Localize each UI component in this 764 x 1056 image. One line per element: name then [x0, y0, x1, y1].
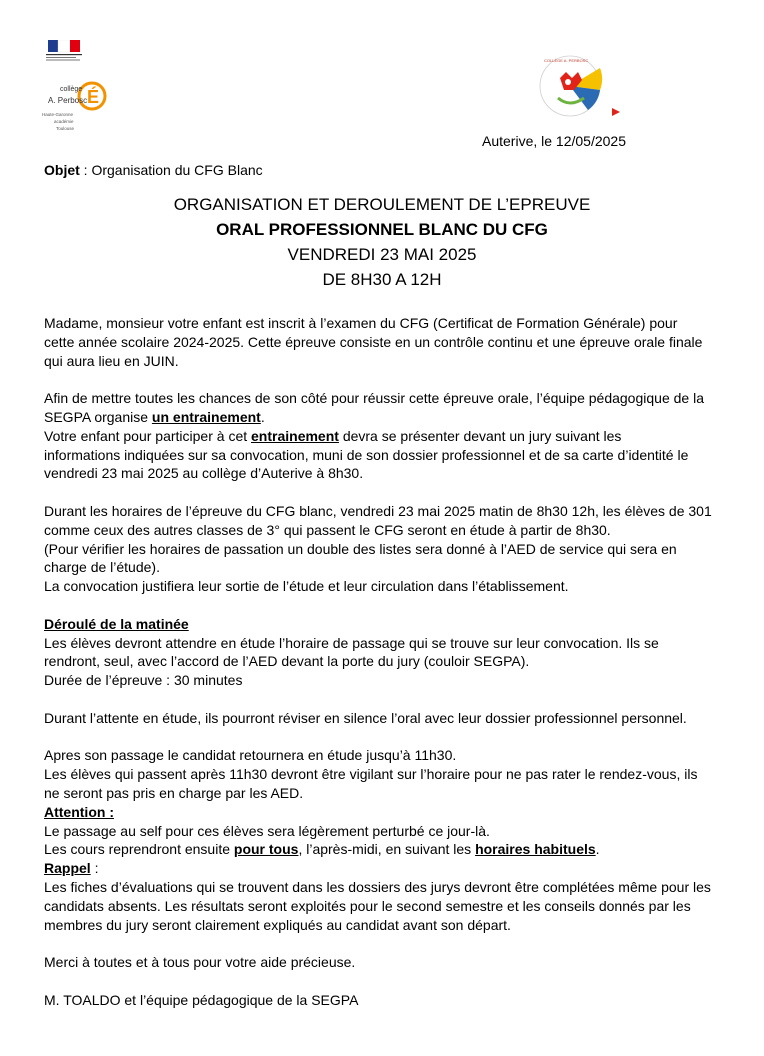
svg-text:COLLÈGE A. PERBOSC: COLLÈGE A. PERBOSC — [544, 58, 589, 63]
body-text-span: , l’après-midi, en suivant les — [298, 841, 476, 858]
body-line: Durée de l’épreuve : 30 minutes — [44, 672, 243, 689]
body-line: rendront, seul, avec l’accord de l’AED devant la porte du jury (couloir SEGPA). — [44, 653, 530, 670]
body-line: cette année scolaire 2024-2025. Cette épreuve consiste en un contrôle continu et une épreuve orale finale — [44, 333, 703, 350]
subject-text: Organisation du CFG Blanc — [91, 162, 263, 178]
subject-label: Objet — [44, 162, 80, 178]
body-line — [44, 427, 734, 446]
body-line: ne seront pas pris en charge par les AED. — [44, 784, 304, 801]
body-line: Le passage au self pour ces élèves sera légèrement perturbé ce jour-là. — [44, 822, 490, 839]
body-line: membres du jury seront clairement expliqués au candidat avant son départ. — [44, 916, 511, 933]
college-auterive-seal-logo — [530, 50, 626, 124]
letter-subject — [44, 162, 263, 178]
body-line: (Pour vérifier les horaires de passation un double des listes sera donné à l’AED de service qui sera en — [44, 540, 677, 557]
body-line: vendredi 23 mai 2025 au collège d’Auterive à 8h30. — [44, 465, 364, 482]
body-line: La convocation justifiera leur sortie de l’étude et leur circulation dans l’établissement. — [44, 578, 569, 595]
letter-date: Auterive, le 12/05/2025 — [482, 133, 626, 149]
body-line — [44, 408, 734, 427]
body-line: Les fiches d’évaluations qui se trouvent dans les dossiers des jurys devront être complétées même pour les — [44, 878, 711, 895]
section-heading-deroule: Déroulé de la matinée — [44, 615, 189, 632]
body-line: qui aura lieu en JUIN. — [44, 352, 179, 369]
emphasis-entrainement-2: entrainement — [251, 427, 339, 444]
emphasis-pour-tous: pour tous — [233, 841, 299, 858]
body-line — [44, 840, 734, 859]
body-line: informations indiquées sur sa convocation, muni de son dossier professionnel et de sa carte d’identité le — [44, 446, 689, 463]
section-heading-rappel-line — [44, 859, 734, 878]
body-line: charge de l’étude). — [44, 559, 160, 576]
college-logo-line1: collège — [60, 86, 83, 93]
body-line: Afin de mettre toutes les chances de son côté pour réussir cette épreuve orale, l’équipe pédagogique de la — [44, 390, 704, 407]
body-line: comme ceux des autres classes de 3° qui passent le CFG seront en étude à partir de 8h30. — [44, 521, 611, 538]
subject-separator: : — [79, 162, 92, 178]
body-text-span: Votre enfant pour participer à cet — [44, 427, 252, 444]
body-line: Apres son passage le candidat retournera en étude jusqu’à 11h30. — [44, 747, 457, 764]
body-text-span: . — [260, 408, 265, 425]
title-line-4: DE 8H30 A 12H — [322, 270, 442, 289]
body-line: Les élèves devront attendre en étude l’horaire de passage qui se trouve sur leur convocation. Ils se — [44, 634, 659, 651]
body-line: Durant les horaires de l’épreuve du CFG blanc, vendredi 23 mai 2025 matin de 8h30 12h, les élèves de 301 — [44, 502, 712, 519]
title-line-1: ORGANISATION ET DEROULEMENT DE L’EPREUVE — [173, 195, 591, 214]
college-logo-line3: Haute-Garonne — [42, 112, 74, 117]
letter-body — [44, 314, 734, 1009]
body-text-span: Les cours reprendront ensuite — [44, 841, 234, 858]
republique-francaise-logo — [44, 40, 84, 64]
emphasis-horaires-habituels: horaires habituels — [475, 841, 596, 858]
body-line: Durant l’attente en étude, ils pourront réviser en silence l’oral avec leur dossier professionnel personnel. — [44, 709, 687, 726]
title-line-2: ORAL PROFESSIONNEL BLANC DU CFG — [216, 220, 548, 239]
body-text-span: SEGPA organise — [44, 408, 152, 425]
title-line-3: VENDREDI 23 MAI 2025 — [287, 245, 477, 264]
body-line: Les élèves qui passent après 11h30 devront être vigilant sur l’horaire pour ne pas rater le rendez-vous, ils — [44, 766, 698, 783]
body-line: Madame, monsieur votre enfant est inscrit à l’examen du CFG (Certificat de Formation Générale) pour — [44, 315, 678, 331]
emphasis-entrainement: un entrainement — [151, 408, 261, 425]
college-logo-line2: A. Perbosc — [48, 96, 88, 105]
section-heading-rappel: Rappel — [44, 860, 91, 877]
college-logo-line4: académie — [54, 119, 74, 124]
college-perbosc-logo — [40, 76, 112, 136]
body-text-span: . — [595, 841, 600, 858]
svg-text:É: É — [87, 87, 100, 107]
closing-thanks: Merci à toutes et à tous pour votre aide précieuse. — [44, 954, 356, 971]
signature: M. TOALDO et l’équipe pédagogique de la SEGPA — [44, 991, 359, 1008]
section-heading-attention: Attention : — [44, 803, 114, 820]
body-text-span: devra se présenter devant un jury suivant les — [338, 427, 622, 444]
body-text-span: : — [90, 860, 99, 877]
college-logo-line5: Toulouse — [56, 126, 75, 131]
body-line: candidats absents. Les résultats seront exploités pour le second semestre et les conseils donnés par les — [44, 897, 691, 914]
